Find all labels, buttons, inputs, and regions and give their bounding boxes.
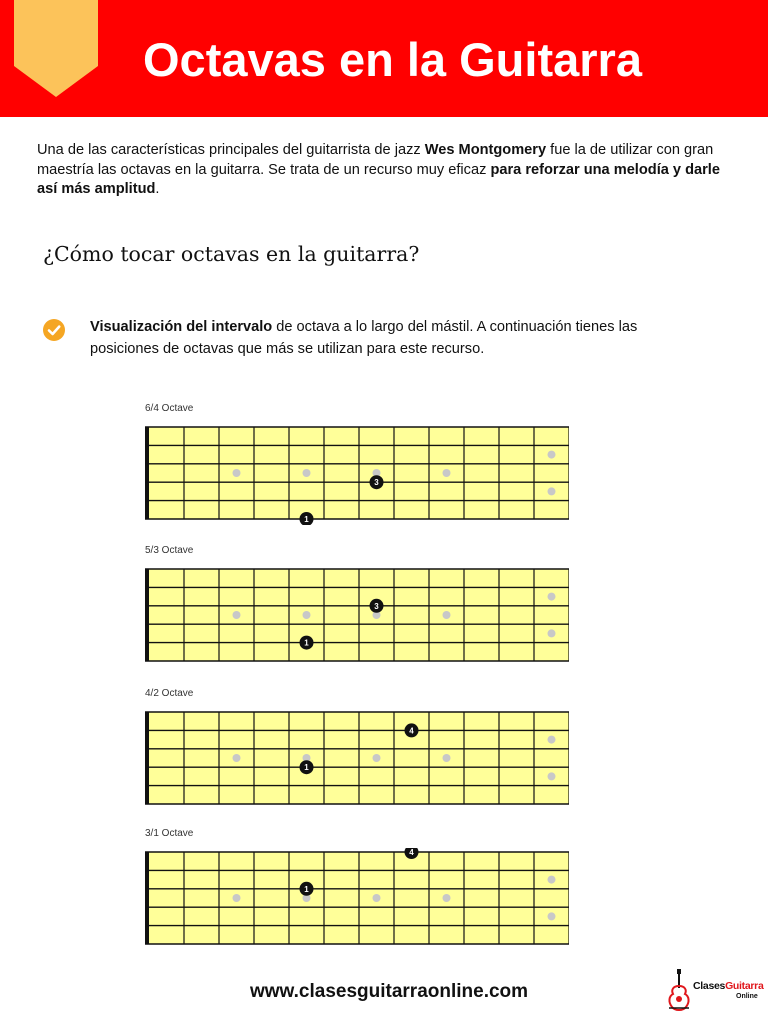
- page-title: Octavas en la Guitarra: [143, 33, 642, 86]
- fret-inlay: [548, 593, 556, 601]
- diagram-label: 5/3 Octave: [145, 545, 194, 556]
- fret-inlay: [443, 611, 451, 619]
- intro-bold-2: para reforzar una melodía y darle así más amplitud: [37, 161, 720, 197]
- fret-inlay: [443, 894, 451, 902]
- nut: [145, 569, 149, 661]
- fret-inlay: [373, 754, 381, 762]
- nut: [145, 712, 149, 804]
- fretboard-wood: [145, 852, 569, 944]
- finger-number: 3: [374, 601, 379, 611]
- fret-inlay: [548, 876, 556, 884]
- finger-number: 1: [304, 515, 309, 524]
- fret-inlay: [548, 772, 556, 780]
- finger-number: 1: [304, 884, 309, 894]
- fret-inlay: [233, 754, 241, 762]
- fret-inlay: [443, 754, 451, 762]
- bullet-text: de octava a lo largo del mástil. A continuación tienes las posiciones de octavas que más se utilizan para este recurso.: [90, 319, 638, 357]
- finger-number: 4: [409, 726, 414, 736]
- fretboard: [145, 708, 569, 810]
- nut: [145, 852, 149, 944]
- brand-logo: [665, 968, 765, 1014]
- bullet-paragraph: [90, 317, 710, 360]
- website-link[interactable]: www.clasesguitarraonline.com: [250, 981, 529, 1002]
- finger-number: 3: [374, 478, 379, 488]
- fret-inlay: [548, 629, 556, 637]
- fret-inlay: [233, 469, 241, 477]
- logo-wordmark: [693, 980, 764, 992]
- section-heading: ¿Cómo tocar octavas en la guitarra?: [43, 242, 420, 266]
- fret-inlay: [303, 469, 311, 477]
- check-icon: [43, 319, 65, 341]
- fretboard: [145, 848, 569, 950]
- logo-text-clases: Clases: [693, 980, 726, 992]
- fret-inlay: [233, 894, 241, 902]
- fretboard: [145, 423, 569, 525]
- fret-inlay: [443, 469, 451, 477]
- bullet-bold: Visualización del intervalo: [90, 319, 273, 335]
- diagram-label: 4/2 Octave: [145, 688, 194, 699]
- intro-bold-1: Wes Montgomery: [424, 142, 547, 158]
- diagram-label: 6/4 Octave: [145, 403, 194, 414]
- fret-inlay: [548, 451, 556, 459]
- fretboard-wood: [145, 712, 569, 804]
- fretboard: [145, 565, 569, 667]
- intro-text-1: Una de las características principales del guitarrista de jazz: [37, 142, 425, 158]
- fret-inlay: [548, 912, 556, 920]
- fret-inlay: [548, 487, 556, 495]
- fret-inlay: [303, 611, 311, 619]
- finger-number: 1: [304, 638, 309, 648]
- header-bar: [0, 0, 768, 117]
- intro-text-2: fue la de utilizar con gran maestría las octavas en la guitarra. Se trata de un recurso muy eficaz: [37, 142, 714, 178]
- fretboard-wood: [145, 427, 569, 519]
- intro-paragraph: [37, 141, 737, 200]
- fret-inlay: [373, 894, 381, 902]
- fret-inlay: [548, 736, 556, 744]
- finger-number: 1: [304, 763, 309, 773]
- intro-text-3: .: [155, 181, 160, 197]
- guitar-icon: [665, 968, 693, 1014]
- logo-subtext: Online: [736, 993, 758, 1000]
- fret-inlay: [233, 611, 241, 619]
- logo-text-guitarra: Guitarra: [725, 980, 764, 992]
- bookmark-ribbon: [14, 0, 98, 97]
- diagram-label: 3/1 Octave: [145, 828, 194, 839]
- nut: [145, 427, 149, 519]
- finger-number: 4: [409, 848, 414, 857]
- fretboard-wood: [145, 569, 569, 661]
